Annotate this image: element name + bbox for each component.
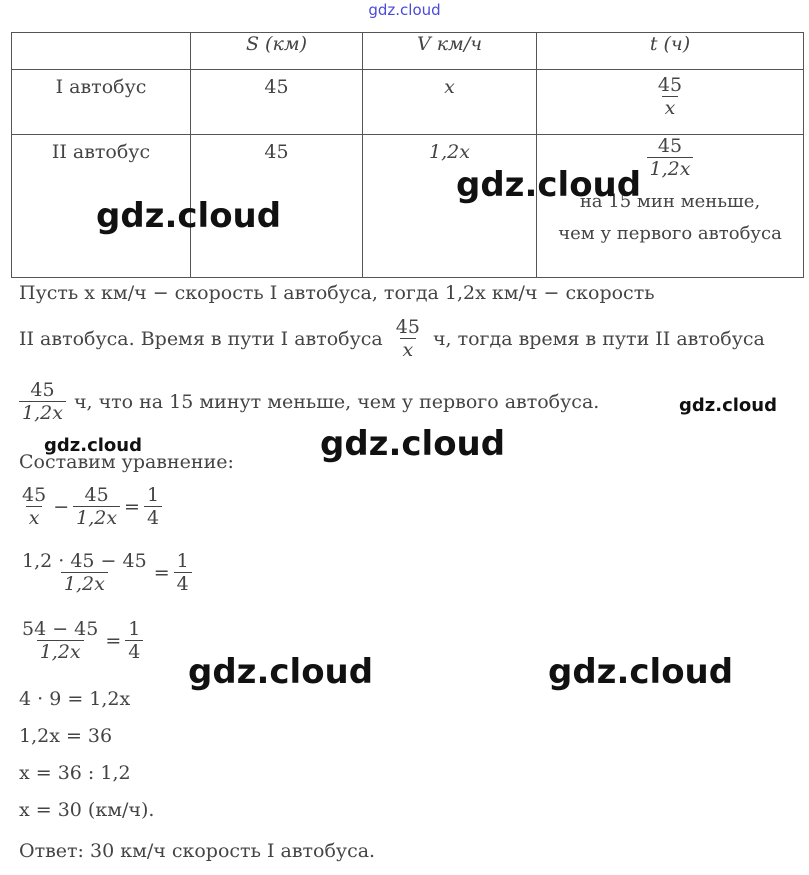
- distance-value: 45: [264, 76, 289, 98]
- equation-line: x = 36 : 1,2: [19, 762, 131, 784]
- paragraph-line: Пусть x км/ч − скорость I автобуса, тогда 1,2x км/ч − скорость: [19, 282, 655, 304]
- equation-line: $\frac{1,2 \cdot 45 - 45}{1,2x}$ = $\frac{1}{4}$: [19, 552, 192, 595]
- table-row: [12, 70, 804, 135]
- header-cell-distance: S (км): [191, 33, 363, 70]
- time-fraction: $\frac{45}{x}$: [657, 74, 683, 119]
- paragraph-line: $\frac{45}{1,2x}$ ч, что на 15 минут меньше, чем у первого автобуса.: [19, 381, 599, 424]
- time-fraction: $\frac{45}{1,2x}$: [647, 137, 694, 180]
- equation-line: $\frac{54 - 45}{1,2x}$ = $\frac{1}{4}$: [19, 620, 143, 663]
- watermark: gdz.cloud: [44, 435, 142, 456]
- watermark: gdz.cloud: [456, 165, 642, 205]
- answer-line: Ответ: 30 км/ч скорость I автобуса.: [19, 840, 376, 862]
- fraction: $\frac{45}{1,2x}$: [19, 381, 66, 424]
- fraction: $\frac{45}{x}$: [395, 316, 420, 361]
- paragraph-line: II автобуса. Время в пути I автобуса $\frac{45}{x}$ ч, тогда время в пути II автобуса: [19, 316, 765, 361]
- watermark: gdz.cloud: [96, 196, 282, 236]
- header-cell-speed: V км/ч: [363, 33, 537, 70]
- watermark: gdz.cloud: [679, 395, 777, 416]
- header-cell-time: t (ч): [537, 33, 804, 70]
- solution-table: [11, 32, 804, 278]
- row-label: II автобус: [51, 141, 151, 163]
- distance-value: 45: [264, 141, 289, 163]
- row-label: I автобус: [55, 76, 147, 98]
- equation-line: x = 30 (км/ч).: [19, 799, 155, 821]
- table-header-row: [12, 33, 804, 70]
- time-note-line: на 15 мин меньше,: [579, 190, 761, 212]
- speed-value: 1,2x: [429, 141, 470, 163]
- time-note-line: чем у первого автобуса: [558, 222, 782, 244]
- paragraph-line: Составим уравнение:: [19, 451, 234, 473]
- watermark: gdz.cloud: [548, 652, 734, 692]
- header-cell-empty: [12, 33, 191, 70]
- equation-line: 4 · 9 = 1,2x: [19, 688, 131, 710]
- equation-line: $\frac{45}{x}$ − $\frac{45}{1,2x}$ = $\frac{1}{4}$: [19, 486, 162, 529]
- watermark: gdz.cloud: [320, 424, 506, 464]
- watermark: gdz.cloud: [188, 652, 374, 692]
- equation-line: 1,2x = 36: [19, 725, 113, 747]
- speed-value: x: [444, 76, 455, 98]
- site-header-link[interactable]: gdz.cloud: [368, 1, 441, 19]
